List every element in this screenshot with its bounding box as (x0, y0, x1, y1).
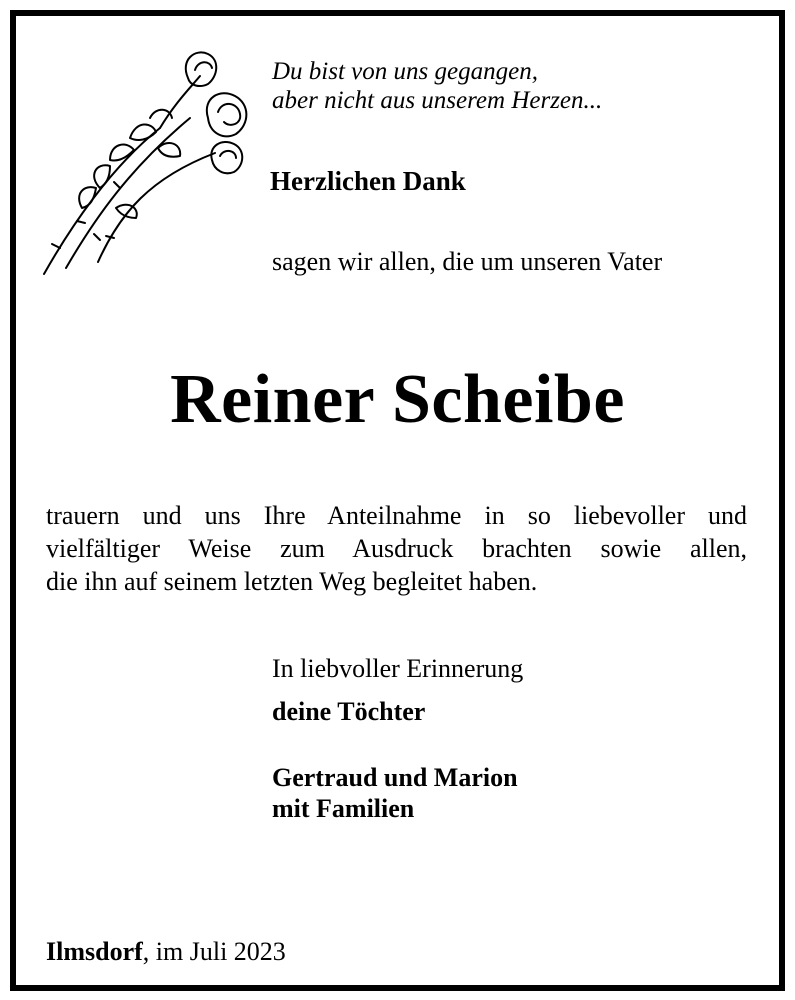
roses-icon (40, 48, 255, 280)
signer-line: mit Familien (272, 794, 415, 823)
body-line: vielfältiger Weise zum Ausdruck brachten sowie allen, (46, 534, 747, 563)
motto (272, 57, 602, 115)
intro-text: sagen wir allen, die um unseren Vater (272, 247, 663, 276)
place-town: Ilmsdorf (46, 937, 143, 966)
body-line: die ihn auf seinem letzten Weg begleitet haben. (46, 567, 538, 596)
deceased-name: Reiner Scheibe (170, 361, 625, 438)
signer-line: Gertraud und Marion (272, 763, 518, 792)
daughters-text: deine Töchter (272, 697, 426, 726)
signers (272, 762, 518, 824)
place-date-text: , im Juli 2023 (142, 937, 286, 966)
motto-line: Du bist von uns gegangen, (272, 58, 538, 85)
motto-line: aber nicht aus unserem Herzen... (272, 87, 603, 114)
place-date (46, 937, 286, 967)
body-paragraph (46, 499, 747, 598)
body-line: trauern und uns Ihre Anteilnahme in so liebevoller und (46, 501, 747, 530)
memory-text: In liebvoller Erinnerung (272, 654, 524, 683)
thanks-heading: Herzlichen Dank (270, 166, 466, 196)
